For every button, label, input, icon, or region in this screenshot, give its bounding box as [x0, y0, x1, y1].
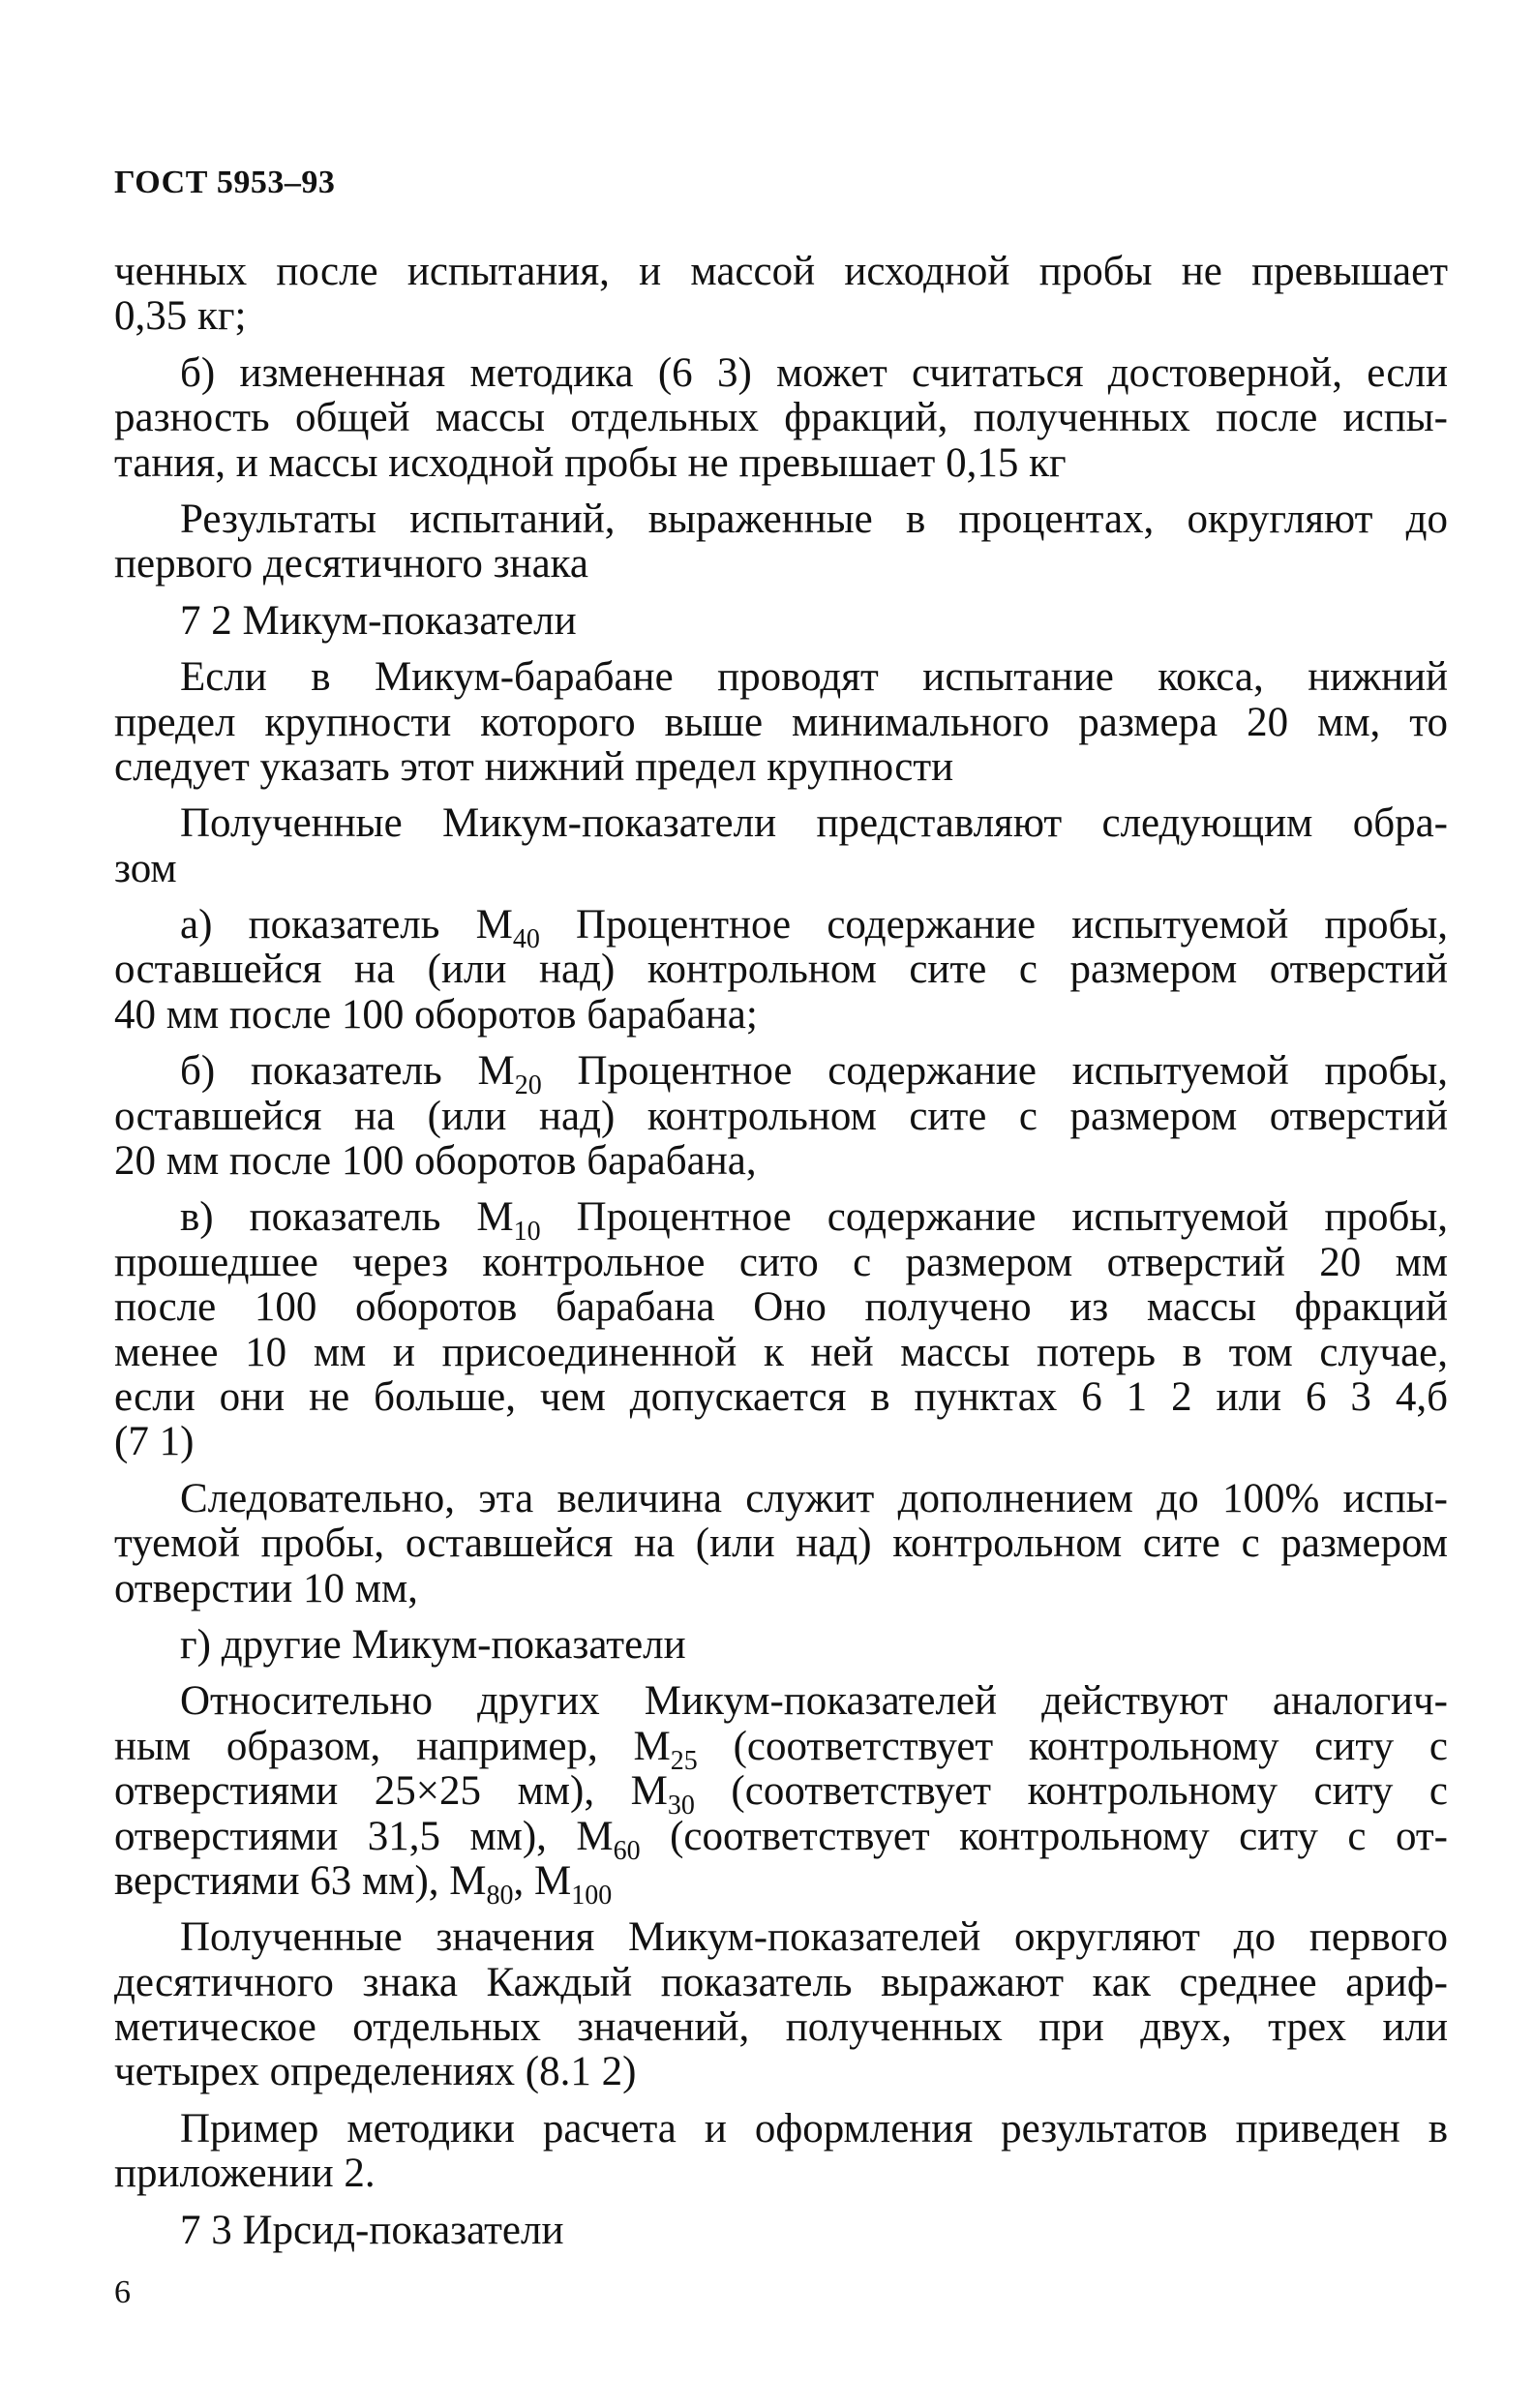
- subscript: 20: [514, 1070, 542, 1101]
- text-line: Полученные Микум-показатели представляют следующим обра-: [180, 800, 1448, 847]
- text-segment: а) показатель М: [180, 902, 513, 948]
- text-line: разность общей массы отдельных фракций, полученных после испы-: [114, 395, 1448, 441]
- text-segment: (соответствует контрольному ситу с от-: [640, 1813, 1448, 1859]
- text-segment: Процентное содержание испытуемой пробы,: [540, 1194, 1448, 1241]
- text-line: прошедшее через контрольное сито с размером отверстий 20 мм: [114, 1239, 1448, 1285]
- text-segment: в) показатель М: [180, 1194, 514, 1241]
- text-line: следует указать этот нижний предел крупности: [114, 743, 954, 790]
- text-line: тания, и массы исходной пробы не превышает 0,15 кг: [114, 439, 1067, 486]
- text-line: Результаты испытаний, выраженные в процентах, округляют до: [180, 496, 1448, 542]
- text-line: Относительно других Микум-показателей действуют аналогич-: [180, 1678, 1448, 1725]
- text-line: Если в Микум-барабане проводят испытание кокса, нижний: [180, 654, 1448, 701]
- text-line: б) измененная методика (6 3) может считаться достоверной, если: [180, 349, 1448, 396]
- subscript: 40: [512, 924, 540, 955]
- subscript: 80: [486, 1880, 514, 1911]
- text-line: 20 мм после 100 оборотов барабана,: [114, 1138, 757, 1185]
- text-line: менее 10 мм и присоединенной к ней массы потерь в том случае,: [114, 1329, 1448, 1375]
- text-line: после 100 оборотов барабана Оно получено из массы фракций: [114, 1284, 1448, 1331]
- text-line: зом: [114, 845, 177, 891]
- text-line: г) другие Микум-показатели: [180, 1621, 686, 1668]
- text-segment: (соответствует контрольному ситу с: [697, 1723, 1449, 1769]
- text-segment: отверстиями 31,5 мм), М: [114, 1813, 614, 1859]
- text-line: четырех определениях (8.1 2): [114, 2049, 637, 2095]
- text-line: отверстии 10 мм,: [114, 1565, 418, 1611]
- text-line: Полученные значения Микум-показателей округляют до первого: [180, 1914, 1448, 1961]
- text-segment: ным образом, например, М: [114, 1723, 671, 1769]
- text-line: [114, 1768, 1449, 1821]
- text-segment: верстиями 63 мм), М: [114, 1857, 487, 1904]
- text-segment: Процентное содержание испытуемой пробы,: [541, 1048, 1448, 1095]
- text-line: десятичного знака Каждый показатель выражают как среднее ариф-: [114, 1959, 1448, 2005]
- document-header: ГОСТ 5953–93: [114, 165, 336, 200]
- subscript: 60: [613, 1835, 641, 1866]
- text-line: 0,35 кг;: [114, 293, 247, 340]
- text-line: оставшейся на (или над) контрольном сите с размером отверстий: [114, 1093, 1448, 1139]
- subscript: 25: [670, 1745, 698, 1776]
- text-segment: отверстиями 25×25 мм), М: [114, 1768, 668, 1815]
- text-segment: (соответствует контрольному ситу с: [694, 1768, 1449, 1815]
- subscript: 100: [571, 1880, 613, 1911]
- text-line: если они не больше, чем допускается в пунктах 6 1 2 или 6 3 4,б: [114, 1373, 1448, 1420]
- text-segment: б) показатель М: [180, 1048, 515, 1095]
- text-line: оставшейся на (или над) контрольном сите с размером отверстий: [114, 947, 1448, 993]
- text-line: первого десятичного знака: [114, 541, 588, 587]
- text-segment: Процентное содержание испытуемой пробы,: [539, 902, 1448, 948]
- subscript: 10: [513, 1217, 541, 1248]
- subscript: 30: [667, 1791, 695, 1821]
- text-line: [114, 1857, 1448, 1911]
- text-line: туемой пробы, оставшейся на (или над) контрольном сите с размером: [114, 1520, 1448, 1567]
- text-line: [114, 1194, 1448, 1248]
- text-line: [114, 1723, 1449, 1776]
- text-line: [114, 1048, 1448, 1101]
- text-line: [114, 902, 1448, 955]
- text-line: приложении 2.: [114, 2151, 376, 2197]
- text-line: [114, 1813, 1448, 1866]
- text-line: метическое отдельных значений, полученных при двух, трех или: [114, 2004, 1448, 2051]
- text-line: (7 1): [114, 1419, 195, 1465]
- body-text: [114, 250, 1448, 2253]
- text-line: 7 3 Ирсид-показатели: [180, 2207, 564, 2253]
- text-line: предел крупности которого выше минимального размера 20 мм, то: [114, 699, 1448, 745]
- text-segment: , М: [513, 1857, 572, 1904]
- text-line: 7 2 Микум-показатели: [180, 597, 577, 644]
- text-line: Пример методики расчета и оформления результатов приведен в: [180, 2105, 1448, 2152]
- text-line: Следовательно, эта величина служит дополнением до 100% испы-: [180, 1475, 1448, 1521]
- page-number: 6: [114, 2274, 131, 2310]
- text-line: 40 мм после 100 оборотов барабана;: [114, 991, 758, 1038]
- text-line: ченных после испытания, и массой исходной пробы не превышает: [114, 249, 1448, 294]
